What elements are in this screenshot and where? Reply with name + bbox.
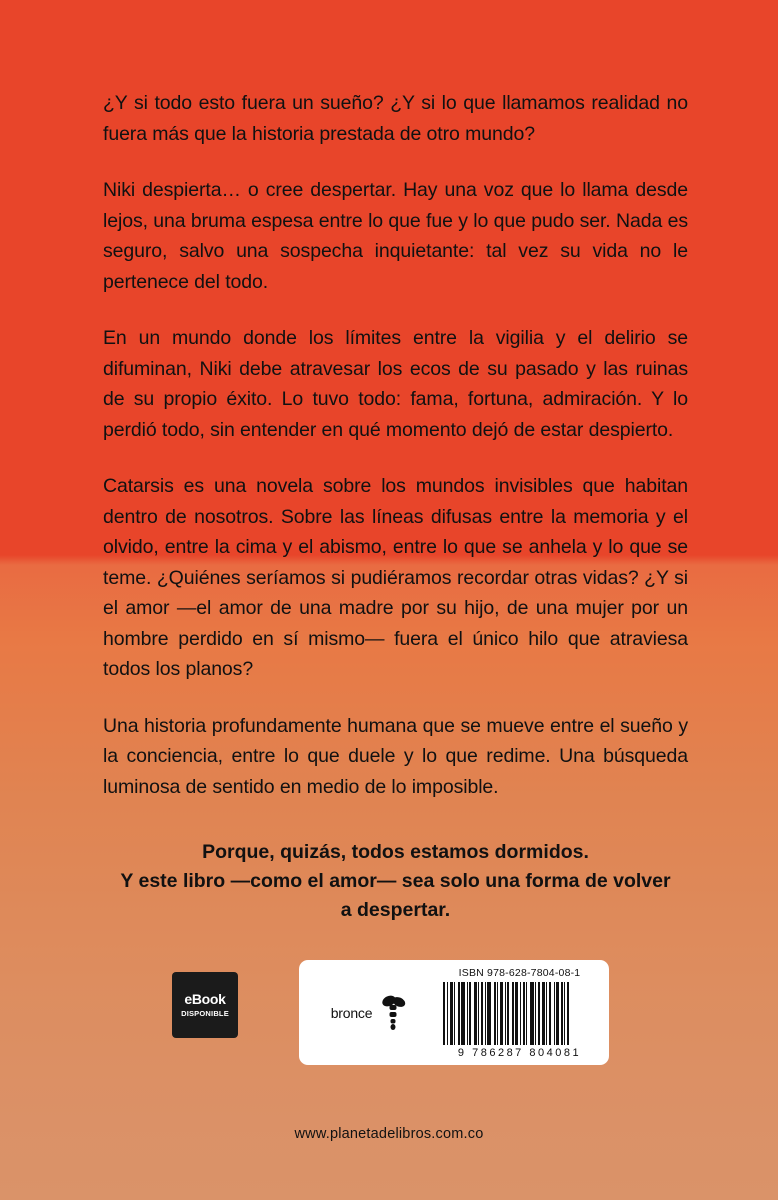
isbn-barcode-block [299, 960, 609, 1065]
barcode-digits: 9 786287 804081 [457, 1047, 582, 1059]
imprint-logo-area [299, 960, 434, 1065]
publisher-website: www.planetadelibros.com.co [294, 1126, 484, 1142]
blurb-paragraph: ¿Y si todo esto fuera un sueño? ¿Y si lo que llamamos realidad no fuera más que la historia prestada de otro mundo? [103, 92, 688, 145]
barcode-bars [440, 982, 599, 1045]
blurb-paragraph: En un mundo donde los límites entre la vigilia y el delirio se difuminan, Niki debe atravesar los ecos de su pasado y las ruinas de su propio éxito. Lo tuvo todo: fama, fortuna, admiración. Y lo perdió todo, sin entender en qué momento dejó de estar despierto. [103, 327, 688, 441]
barcode-area [434, 960, 609, 1065]
blurb-paragraph: Catarsis es una novela sobre los mundos invisibles que habitan dentro de nosotros. Sobre las líneas difusas entre la memoria y el olvido, entre la cima y el abismo, entre lo que se anhela y lo que se teme. ¿Quiénes seríamos si pudiéramos recordar otras vidas? ¿Y si el amor —el amor de una madre por su hijo, de una mujer por un hombre perdido en sí mismo— fuera el único hilo que atraviesa todos los planos? [103, 475, 688, 680]
isbn-label: ISBN 978-628-7804-08-1 [458, 967, 581, 979]
closing-statement [103, 838, 688, 925]
imprint-name: bronce [330, 1004, 373, 1021]
blurb-paragraph: Niki despierta… o cree despertar. Hay una voz que lo llama desde lejos, una bruma espesa entre lo que fue y lo que pudo ser. Nada es seguro, salvo una sospecha inquietante: tal vez su vida no le pertenece del todo. [103, 179, 688, 293]
closing-line-1: Porque, quizás, todos estamos dormidos. [202, 841, 589, 863]
ebook-badge-title: eBook [184, 990, 226, 1007]
closing-line-2: Y este libro —como el amor— sea solo una forma de volver [120, 870, 671, 892]
ebook-available-badge [172, 972, 238, 1038]
ebook-badge-subtitle: DISPONIBLE [181, 1009, 229, 1019]
cover-footer [0, 960, 778, 1200]
bee-icon [380, 994, 406, 1032]
blurb-paragraph: Una historia profundamente humana que se mueve entre el sueño y la conciencia, entre lo que duele y lo que redime. Una búsqueda luminosa de sentido en medio de lo imposible. [103, 714, 688, 798]
closing-line-3: a despertar. [340, 899, 451, 921]
